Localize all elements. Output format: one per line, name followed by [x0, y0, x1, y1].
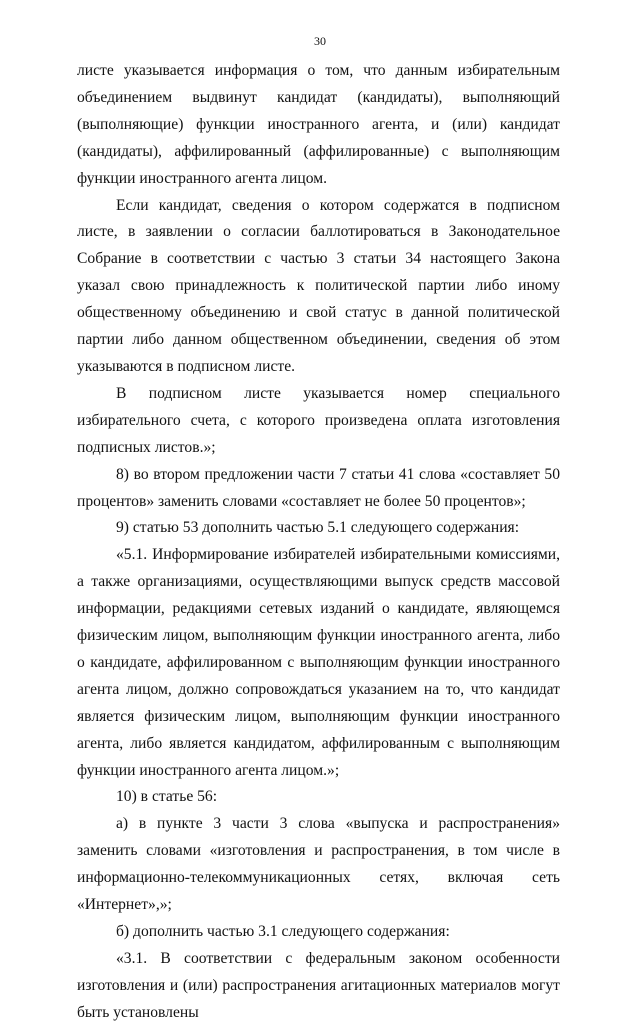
page-number: 30: [314, 34, 326, 48]
paragraph-special-account: В подписном листе указывается номер специального избирательного счета, с которого произведена оплата изготовления подписных листов.»;: [77, 384, 560, 456]
paragraph-item-9: 9) статью 53 дополнить частью 5.1 следующего содержания:: [116, 519, 520, 537]
paragraph-subitem-a: а) в пункте 3 части 3 слова «выпуска и распространения» заменить словами «изготовления и распространения, в том числе в информационно-телекоммуникационных сетях, включая сеть «Интернет»,»;: [77, 815, 560, 914]
paragraph-clause-3-1: «3.1. В соответствии с федеральным законом особенности изготовления и (или) распространения агитационных материалов могут быть установлены: [77, 949, 560, 1021]
paragraph-subitem-b: б) дополнить частью 3.1 следующего содержания:: [116, 923, 450, 940]
document-text: [77, 58, 560, 1027]
paragraph-candidate-party: Если кандидат, сведения о котором содержатся в подписном листе, в заявлении о согласии баллотироваться в Законодательное Собрание в соответствии с частью 3 статьи 34 настоящего Закона указал свою принадлежность к политической партии либо иному общественному объединению и свой статус в данной политической партии либо данном общественном объединении, сведения об этом указываются в подписном листе.: [77, 196, 560, 375]
paragraph-clause-5-1: «5.1. Информирование избирателей избирательными комиссиями, а также организациями, осуществляющими выпуск средств массовой информации, редакциями сетевых изданий о кандидате, являющемся физическим лицом, выполняющим функции иностранного агента, либо о кандидате, аффилированном с выполняющим функции иностранного агента лицом, должно сопровождаться указанием на то, что кандидат является физическим лицом, выполняющим функции иностранного агента, либо является кандидатом, аффилированным с выполняющим функции иностранного агента лицом.»;: [77, 546, 560, 779]
paragraph-item-10: 10) в статье 56:: [116, 788, 218, 806]
paragraph-continuation: листе указывается информация о том, что данным избирательным объединением выдвинут кандидат (кандидаты), выполняющий (выполняющие) функции иностранного агента, и (или) кандидат (кандидаты), аффилированный (аффилированные) с выполняющим функции иностранного агента лицом.: [77, 62, 560, 187]
paragraph-item-8: 8) во втором предложении части 7 статьи 41 слова «составляет 50 процентов» заменить словами «составляет не более 50 процентов»;: [77, 465, 560, 510]
